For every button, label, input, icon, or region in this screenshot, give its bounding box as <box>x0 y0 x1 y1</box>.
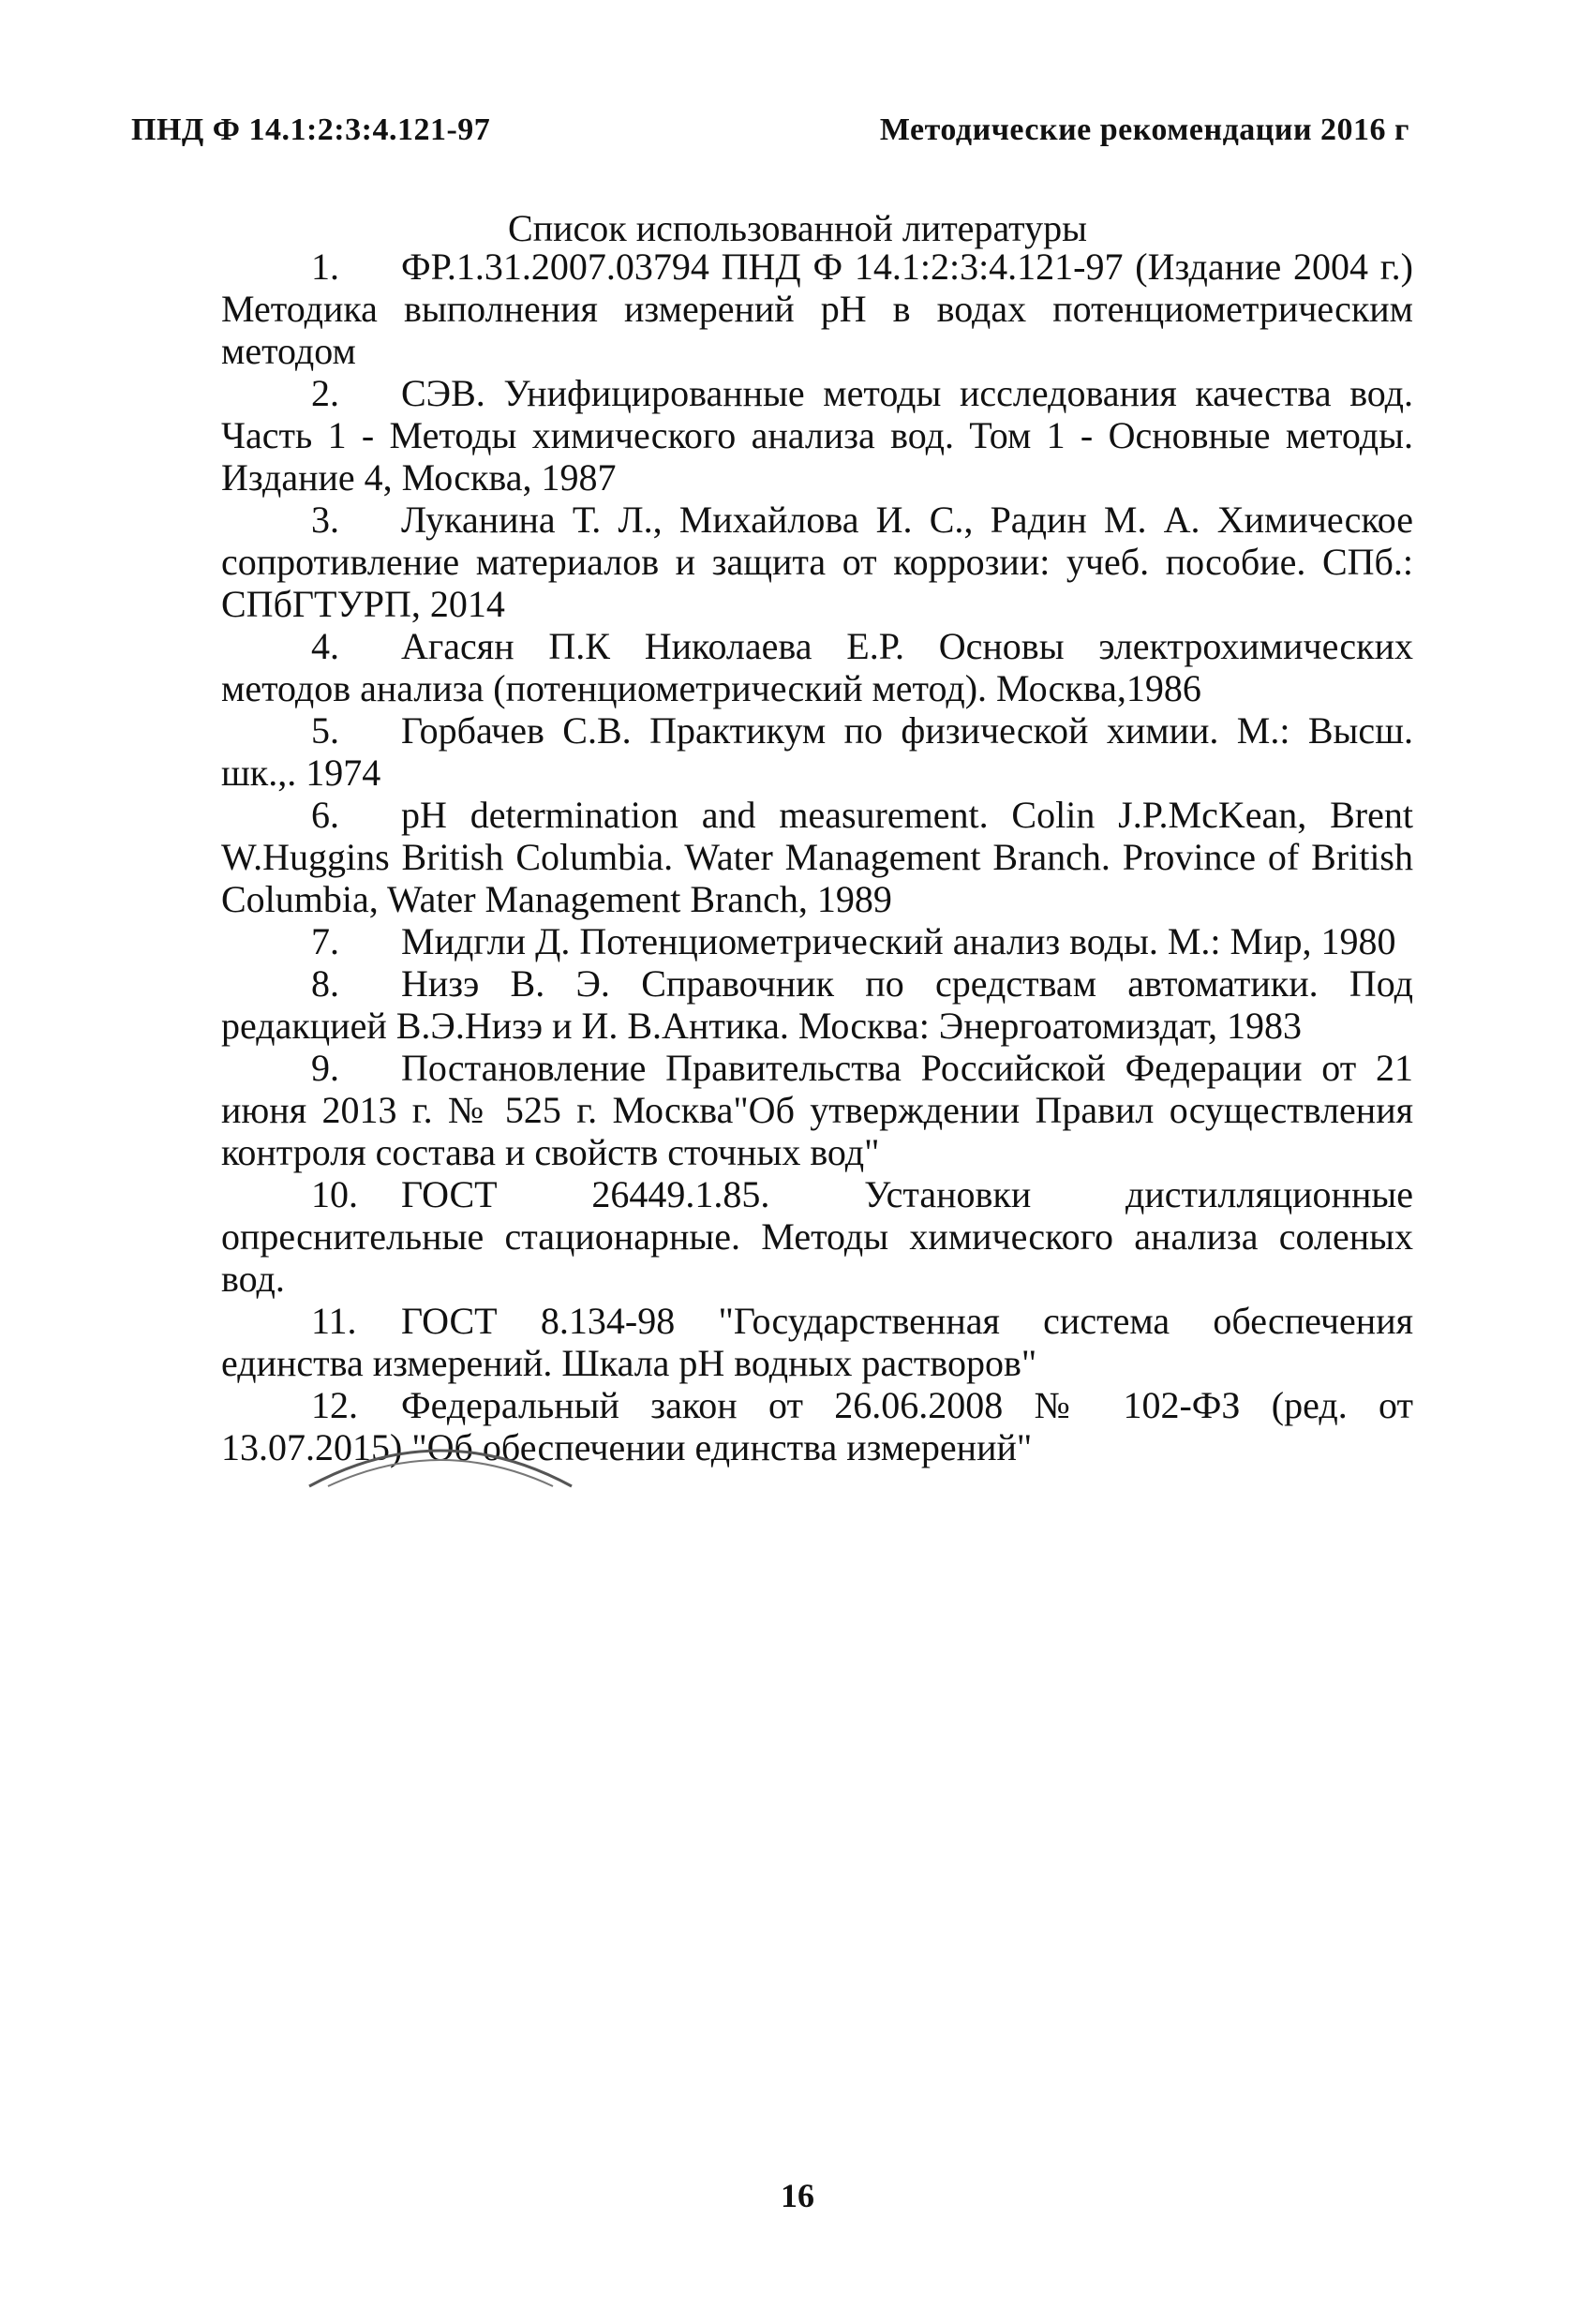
reference-number: 9. <box>311 1047 339 1089</box>
reference-text: ГОСТ 8.134-98 "Государственная система обеспечения единства измерений. Шкала pH водных растворов" <box>221 1300 1413 1384</box>
reference-item <box>221 1047 1413 1173</box>
reference-item <box>221 962 1413 1047</box>
reference-text: ФР.1.31.2007.03794 ПНД Ф 14.1:2:3:4.121-97 (Издание 2004 г.) Методика выполнения измерений pH в водах потенциометрическим методом <box>221 246 1413 372</box>
reference-number: 1. <box>311 246 339 288</box>
references-title: Список использованной литературы <box>508 207 1087 249</box>
reference-text: Постановление Правительства Российской Федерации от 21 июня 2013 г. № 525 г. Москва"Об утверждении Правил осуществления контроля состава и свойств сточных вод" <box>221 1047 1413 1173</box>
reference-number: 7. <box>311 920 339 962</box>
reference-text: Низэ В. Э. Справочник по средствам автоматики. Под редакцией В.Э.Низэ и И. В.Антика. Москва: Энергоатомиздат, 1983 <box>221 962 1413 1047</box>
reference-item <box>221 709 1413 794</box>
reference-number: 3. <box>311 499 339 541</box>
reference-text: СЭВ. Унифицированные методы исследования качества вод. Часть 1 - Методы химического анализа вод. Том 1 - Основные методы. Издание 4, Москва, 1987 <box>221 372 1413 499</box>
reference-item <box>221 1173 1413 1300</box>
reference-number: 12. <box>311 1384 358 1426</box>
document-subtitle: Методические рекомендации 2016 г <box>879 112 1409 147</box>
reference-text: Горбачев С.В. Практикум по физической химии. М.: Высш. шк.,. 1974 <box>221 709 1413 794</box>
reference-item <box>221 499 1413 625</box>
reference-number: 11. <box>311 1300 357 1342</box>
reference-item <box>221 920 1413 962</box>
reference-item <box>221 1300 1413 1384</box>
reference-text: Мидгли Д. Потенциометрический анализ воды. М.: Мир, 1980 <box>401 920 1396 962</box>
reference-item <box>221 625 1413 709</box>
reference-number: 4. <box>311 625 339 667</box>
reference-text: Луканина Т. Л., Михайлова И. С., Радин М. А. Химическое сопротивление материалов и защита от коррозии: учеб. пособие. СПб.: СПбГТУРП, 2014 <box>221 499 1413 625</box>
reference-text: ГОСТ 26449.1.85. Установки дистилляционные опреснительные стационарные. Методы химического анализа соленых вод. <box>221 1173 1413 1300</box>
reference-text: Федеральный закон от 26.06.2008 № 102-ФЗ (ред. от 13.07.2015) "Об обеспечении единства измерений" <box>221 1384 1413 1468</box>
reference-text: pH determination and measurement. Colin J.P.McKean, Brent W.Huggins British Columbia. Water Management Branch. Province of British Columbia, Water Management Branch, 1989 <box>221 794 1413 920</box>
reference-number: 5. <box>311 709 339 752</box>
reference-number: 10. <box>311 1173 358 1215</box>
reference-number: 6. <box>311 794 339 836</box>
stamp-fragment-icon <box>300 1424 581 1490</box>
reference-number: 8. <box>311 962 339 1005</box>
reference-text: Агасян П.К Николаева Е.Р. Основы электрохимических методов анализа (потенциометрический метод). Москва,1986 <box>221 625 1413 709</box>
reference-item <box>221 372 1413 499</box>
document-code: ПНД Ф 14.1:2:3:4.121-97 <box>131 112 491 147</box>
reference-number: 2. <box>311 372 339 414</box>
reference-item <box>221 246 1413 372</box>
page-number: 16 <box>781 2177 814 2214</box>
reference-item <box>221 794 1413 920</box>
references-list <box>221 246 1413 1468</box>
